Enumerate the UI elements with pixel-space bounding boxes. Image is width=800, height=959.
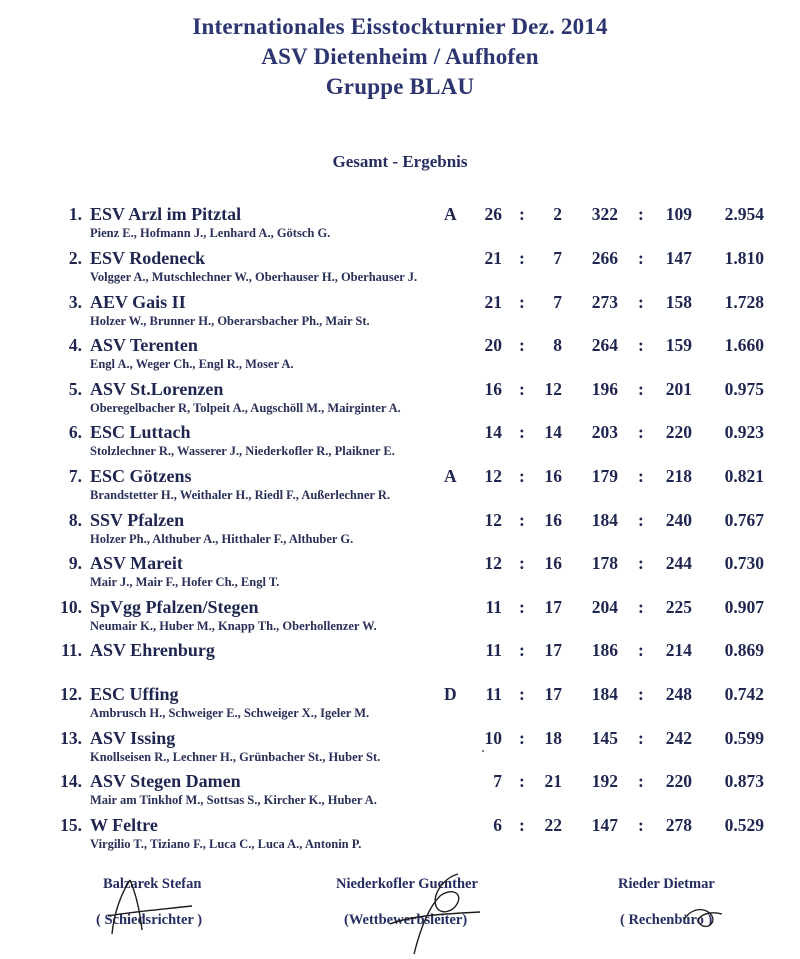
team-players: Stolzlechner R., Wasserer J., Niederkofler R., Plaikner E. — [90, 444, 395, 458]
stock-points-against: 220 — [665, 422, 692, 442]
ranking-row — [0, 551, 800, 595]
ranking-row — [0, 813, 800, 857]
rank-number: 15. — [60, 815, 82, 835]
points-against: 7 — [553, 292, 562, 312]
team-name: ESC Uffing — [90, 684, 179, 704]
stock-points-against: 218 — [665, 466, 692, 486]
stock-points-for: 145 — [591, 728, 618, 748]
signature-name-competition-leader: Niederkofler Guenther — [336, 876, 478, 892]
ranking-row — [0, 726, 800, 770]
ranking-row — [0, 420, 800, 464]
team-name: ASV St.Lorenzen — [90, 379, 224, 399]
stock-points-for: 184 — [591, 684, 618, 704]
stock-separator: : — [638, 597, 644, 617]
signature-name-computing-office: Rieder Dietmar — [618, 876, 715, 892]
stock-separator: : — [638, 815, 644, 835]
points-for: 20 — [484, 335, 502, 355]
stock-points-for: 178 — [591, 553, 618, 573]
points-separator: : — [519, 728, 525, 748]
stock-points-against: 201 — [665, 379, 692, 399]
stock-separator: : — [638, 379, 644, 399]
quotient: 0.529 — [724, 815, 764, 835]
stock-separator: : — [638, 292, 644, 312]
team-mark: D — [444, 684, 457, 704]
points-separator: : — [519, 248, 525, 268]
handwritten-signature-referee — [100, 872, 200, 942]
team-name: SSV Pfalzen — [90, 510, 185, 530]
quotient: 0.767 — [724, 510, 764, 530]
stock-separator: : — [638, 466, 644, 486]
quotient: 0.923 — [724, 422, 764, 442]
handwritten-signature-computing-office — [676, 900, 736, 940]
team-name: W Feltre — [90, 815, 158, 835]
team-players: Mair am Tinkhof M., Sottsas S., Kircher K., Huber A. — [90, 793, 377, 807]
team-name: ASV Ehrenburg — [90, 640, 215, 660]
points-against: 17 — [544, 684, 562, 704]
stock-points-against: 225 — [665, 597, 692, 617]
team-players: Neumair K., Huber M., Knapp Th., Oberhollenzer W. — [90, 619, 377, 633]
ranking-row — [0, 464, 800, 508]
points-for: 16 — [484, 379, 502, 399]
rank-number: 14. — [60, 771, 82, 791]
points-separator: : — [519, 292, 525, 312]
points-against: 21 — [544, 771, 562, 791]
stock-points-for: 147 — [591, 815, 618, 835]
stock-points-for: 192 — [591, 771, 618, 791]
points-against: 16 — [544, 553, 562, 573]
rank-number: 9. — [68, 553, 82, 573]
team-name: ASV Stegen Damen — [90, 771, 241, 791]
handwritten-signature-competition-leader — [380, 868, 490, 958]
quotient: 1.660 — [724, 335, 764, 355]
team-name: ESV Arzl im Pitztal — [90, 204, 242, 224]
stock-points-for: 184 — [591, 510, 618, 530]
quotient: 0.975 — [724, 379, 764, 399]
team-players: Engl A., Weger Ch., Engl R., Moser A. — [90, 357, 294, 371]
ranking-row — [0, 290, 800, 334]
stock-points-for: 196 — [591, 379, 618, 399]
quotient: 0.869 — [724, 640, 764, 660]
team-players: Volgger A., Mutschlechner W., Oberhauser H., Oberhauser J. — [90, 270, 418, 284]
points-against: 22 — [544, 815, 562, 835]
rank-number: 5. — [68, 379, 82, 399]
stock-points-against: 147 — [665, 248, 692, 268]
team-name: AEV Gais II — [90, 292, 186, 312]
ranking-row — [0, 638, 800, 682]
team-players: Ambrusch H., Schweiger E., Schweiger X., Igeler M. — [90, 706, 370, 720]
ranking-row — [0, 246, 800, 290]
stock-points-for: 266 — [591, 248, 618, 268]
ranking-row — [0, 508, 800, 552]
quotient: 2.954 — [724, 204, 764, 224]
rank-number: 3. — [68, 292, 82, 312]
ranking-row — [0, 202, 800, 246]
points-against: 14 — [544, 422, 562, 442]
stock-points-for: 273 — [591, 292, 618, 312]
team-name: ASV Issing — [90, 728, 176, 748]
stock-points-against: 248 — [665, 684, 692, 704]
ranking-row — [0, 595, 800, 639]
rank-number: 4. — [68, 335, 82, 355]
team-name: ASV Terenten — [90, 335, 198, 355]
points-separator: : — [519, 771, 525, 791]
quotient: 1.810 — [724, 248, 764, 268]
stock-points-against: 242 — [665, 728, 692, 748]
team-mark: A — [444, 204, 457, 224]
rank-number: 13. — [60, 728, 82, 748]
stock-points-for: 264 — [591, 335, 618, 355]
team-players: Holzer Ph., Althuber A., Hitthaler F., Althuber G. — [90, 532, 354, 546]
points-against: 2 — [553, 204, 562, 224]
points-for: 14 — [484, 422, 502, 442]
team-name: ESC Götzens — [90, 466, 192, 486]
stock-separator: : — [638, 335, 644, 355]
quotient: 1.728 — [724, 292, 764, 312]
signature-role-competition-leader: (Wettbewerbsleiter) — [344, 912, 468, 928]
stock-points-for: 203 — [591, 422, 618, 442]
stock-separator: : — [638, 640, 644, 660]
stock-separator: : — [638, 248, 644, 268]
points-against: 7 — [553, 248, 562, 268]
stock-points-for: 179 — [591, 466, 618, 486]
quotient: 0.907 — [724, 597, 764, 617]
team-name: ESV Rodeneck — [90, 248, 206, 268]
signature-role-computing-office: ( Rechenbüro ) — [620, 912, 713, 928]
points-against: 17 — [544, 597, 562, 617]
ranking-row — [0, 769, 800, 813]
rank-number: 7. — [68, 466, 82, 486]
points-for: 21 — [484, 292, 502, 312]
team-players: Oberegelbacher R, Tolpeit A., Augschöll M., Mairginter A. — [90, 401, 401, 415]
points-against: 8 — [553, 335, 562, 355]
team-players: Mair J., Mair F., Hofer Ch., Engl T. — [90, 575, 280, 589]
results-subtitle: Gesamt - Ergebnis — [332, 152, 468, 171]
quotient: 0.742 — [724, 684, 764, 704]
points-separator: : — [519, 466, 525, 486]
points-for: 11 — [485, 684, 502, 704]
points-separator: : — [519, 422, 525, 442]
stock-separator: : — [638, 553, 644, 573]
stock-points-against: 159 — [665, 335, 692, 355]
document-title-line-1: Internationales Eisstockturnier Dez. 2014 — [192, 14, 608, 39]
stock-points-for: 322 — [591, 204, 618, 224]
rank-number: 8. — [68, 510, 82, 530]
points-for: 10 — [484, 728, 502, 748]
team-name: ASV Mareit — [90, 553, 183, 573]
ranking-row — [0, 333, 800, 377]
signature-name-referee: Balzarek Stefan — [103, 876, 202, 892]
points-for: 7 — [493, 771, 502, 791]
points-separator: : — [519, 510, 525, 530]
rank-number: 11. — [61, 640, 82, 660]
team-players: Virgilio T., Tiziano F., Luca C., Luca A., Antonin P. — [90, 837, 362, 851]
stock-points-against: 278 — [665, 815, 692, 835]
points-separator: : — [519, 684, 525, 704]
points-separator: : — [519, 335, 525, 355]
team-players: Knollseisen R., Lechner H., Grünbacher St., Huber St. — [90, 750, 381, 764]
stock-points-for: 186 — [591, 640, 618, 660]
signature-role-referee: ( Schiedsrichter ) — [96, 912, 203, 928]
ranking-row — [0, 682, 800, 726]
points-against: 18 — [544, 728, 562, 748]
points-separator: : — [519, 379, 525, 399]
points-against: 17 — [544, 640, 562, 660]
points-for: 21 — [484, 248, 502, 268]
stock-points-for: 204 — [591, 597, 618, 617]
rank-number: 1. — [68, 204, 82, 224]
points-for: 11 — [485, 640, 502, 660]
team-name: SpVgg Pfalzen/Stegen — [90, 597, 259, 617]
rank-number: 12. — [60, 684, 82, 704]
document-title-line-2: ASV Dietenheim / Aufhofen — [261, 44, 539, 69]
rank-number: 2. — [68, 248, 82, 268]
quotient: 0.873 — [724, 771, 764, 791]
team-players: Holzer W., Brunner H., Oberarsbacher Ph., Mair St. — [90, 314, 370, 328]
team-mark: A — [444, 466, 457, 486]
quotient: 0.730 — [724, 553, 764, 573]
quotient: 0.599 — [724, 728, 764, 748]
stock-points-against: 158 — [665, 292, 692, 312]
stock-points-against: 109 — [665, 204, 692, 224]
stock-points-against: 220 — [665, 771, 692, 791]
rank-number: 10. — [60, 597, 82, 617]
points-for: 12 — [484, 466, 502, 486]
points-against: 16 — [544, 466, 562, 486]
points-separator: : — [519, 640, 525, 660]
points-against: 16 — [544, 510, 562, 530]
points-for: 6 — [493, 815, 502, 835]
stock-separator: : — [638, 422, 644, 442]
document-title-line-3: Gruppe BLAU — [325, 74, 475, 99]
points-separator: : — [519, 815, 525, 835]
points-separator: : — [519, 597, 525, 617]
points-against: 12 — [544, 379, 562, 399]
points-for: 11 — [485, 597, 502, 617]
rank-number: 6. — [68, 422, 82, 442]
points-for: 12 — [484, 553, 502, 573]
team-players: Brandstetter H., Weithaler H., Riedl F., Außerlechner R. — [90, 488, 390, 502]
stock-separator: : — [638, 771, 644, 791]
scan-speck — [482, 750, 484, 752]
quotient: 0.821 — [724, 466, 764, 486]
stock-points-against: 240 — [665, 510, 692, 530]
points-for: 26 — [484, 204, 502, 224]
points-separator: : — [519, 553, 525, 573]
stock-points-against: 244 — [665, 553, 692, 573]
stock-separator: : — [638, 510, 644, 530]
stock-separator: : — [638, 728, 644, 748]
points-separator: : — [519, 204, 525, 224]
stock-separator: : — [638, 684, 644, 704]
stock-points-against: 214 — [665, 640, 692, 660]
team-players: Pienz E., Hofmann J., Lenhard A., Götsch G. — [90, 226, 331, 240]
team-name: ESC Luttach — [90, 422, 191, 442]
ranking-row — [0, 377, 800, 421]
stock-separator: : — [638, 204, 644, 224]
points-for: 12 — [484, 510, 502, 530]
